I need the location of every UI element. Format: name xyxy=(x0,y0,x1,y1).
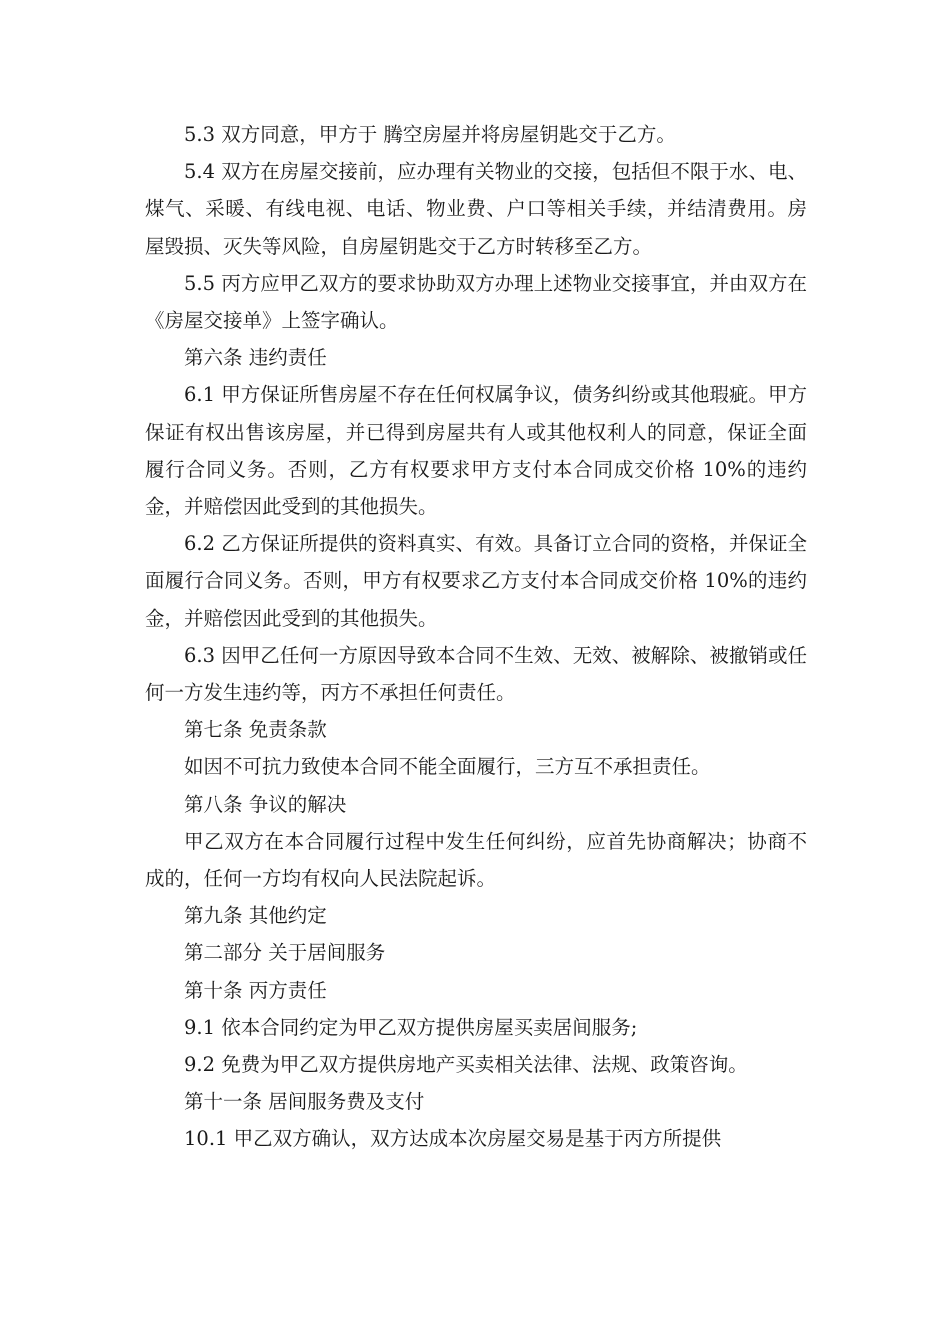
paragraph-8-body: 甲乙双方在本合同履行过程中发生任何纠纷，应首先协商解决；协商不成的，任何一方均有权向人民法院起诉。 xyxy=(145,829,807,891)
paragraph-6-2: 6.2 乙方保证所提供的资料真实、有效。具备订立合同的资格，并保证全面履行合同义务。否则，甲方有权要求乙方支付本合同成交价格 10%的违约金，并赔偿因此受到的其他损失。 xyxy=(145,532,807,630)
heading-article-11: 第十一条 居间服务费及支付 xyxy=(184,1090,425,1114)
paragraph-5-5: 5.5 丙方应甲乙双方的要求协助双方办理上述物业交接事宜，并由双方在《房屋交接单》上签字确认。 xyxy=(145,271,807,333)
heading-article-9: 第九条 其他约定 xyxy=(184,904,327,928)
heading-article-10: 第十条 丙方责任 xyxy=(184,978,327,1002)
heading-article-7: 第七条 免责条款 xyxy=(184,718,327,742)
document-body xyxy=(145,116,807,1158)
heading-part-2: 第二部分 关于居间服务 xyxy=(184,941,386,965)
paragraph-6-3: 6.3 因甲乙任何一方原因导致本合同不生效、无效、被解除、被撤销或任何一方发生违约等，丙方不承担任何责任。 xyxy=(145,643,807,705)
paragraph-5-4: 5.4 双方在房屋交接前，应办理有关物业的交接，包括但不限于水、电、煤气、采暖、有线电视、电话、物业费、户口等相关手续，并结清费用。房屋毁损、灭失等风险，自房屋钥匙交于乙方时转移至乙方。 xyxy=(145,160,807,258)
heading-article-6: 第六条 违约责任 xyxy=(184,346,327,370)
paragraph-5-3: 5.3 双方同意，甲方于 腾空房屋并将房屋钥匙交于乙方。 xyxy=(184,123,676,146)
paragraph-9-1: 9.1 依本合同约定为甲乙双方提供房屋买卖居间服务; xyxy=(184,1015,638,1039)
paragraph-10-1: 10.1 甲乙双方确认，双方达成本次房屋交易是基于丙方所提供 xyxy=(184,1127,722,1151)
paragraph-6-1: 6.1 甲方保证所售房屋不存在任何权属争议，债务纠纷或其他瑕疵。甲方保证有权出售该房屋，并已得到房屋共有人或其他权利人的同意，保证全面履行合同义务。否则，乙方有权要求甲方支付本合同成交价格 10%的违约金，并赔偿因此受到的其他损失。 xyxy=(145,383,807,519)
paragraph-9-2: 9.2 免费为甲乙双方提供房地产买卖相关法律、法规、政策咨询。 xyxy=(184,1053,748,1077)
paragraph-7-body: 如因不可抗力致使本合同不能全面履行，三方互不承担责任。 xyxy=(184,755,711,779)
heading-article-8: 第八条 争议的解决 xyxy=(184,792,347,816)
